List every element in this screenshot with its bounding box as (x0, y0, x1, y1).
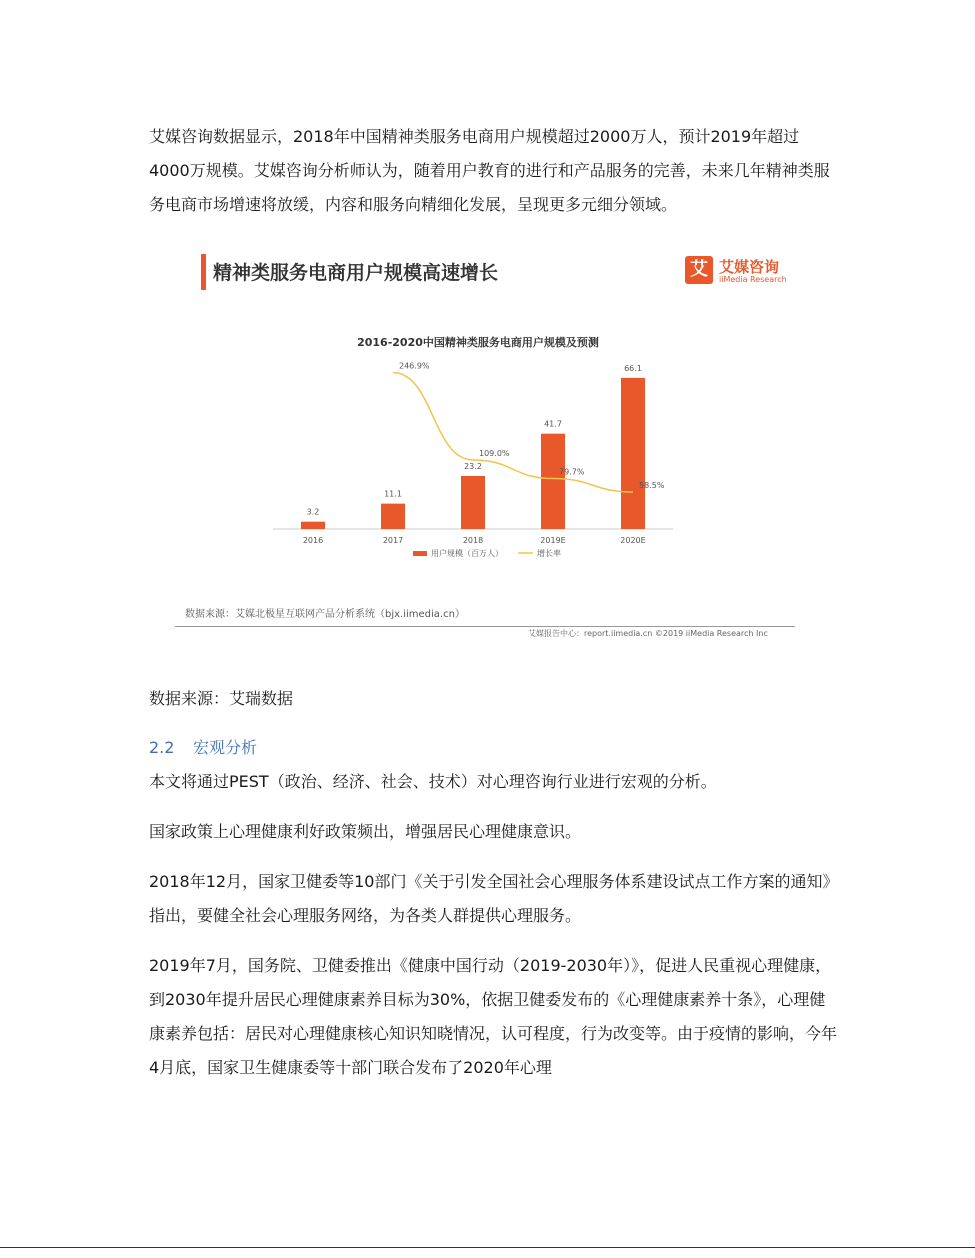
growth-rate-label: 109.0% (479, 448, 510, 458)
bar-value-label: 66.1 (624, 363, 642, 373)
policy-paragraph: 国家政策上心理健康利好政策频出，增强居民心理健康意识。 (149, 822, 582, 841)
bar-value-label: 41.7 (544, 419, 562, 429)
growth-rate-line (393, 373, 633, 492)
section-number: 2.2 (149, 738, 175, 757)
iimedia-logo (685, 256, 805, 288)
growth-rate-label: 79.7% (559, 467, 585, 477)
section-heading (149, 734, 257, 762)
growth-rate-label: 246.9% (399, 361, 430, 371)
page-footer-rule (0, 1247, 975, 1248)
chart-title: 2016-2020中国精神类服务电商用户规模及预测 (357, 336, 599, 349)
bar-value-label: 11.1 (384, 489, 402, 499)
legend-bar-swatch (413, 551, 427, 556)
bar-value-label: 23.2 (464, 461, 482, 471)
notice-2018-paragraph: 2018年12月，国家卫健委等10部门《关于引发全国社会心理服务体系建设试点工作方案的通知》指出，要健全社会心理服务网络，为各类人群提供心理服务。 (149, 872, 839, 925)
figure-source-note: 数据来源：艾媒北极星互联网产品分析系统（bjx.iimedia.cn） (185, 609, 465, 620)
bar (541, 434, 565, 529)
x-tick-label: 2018 (462, 536, 484, 545)
figure-title-accent (201, 254, 206, 290)
x-tick-label: 2019E (540, 536, 566, 545)
x-tick-label: 2017 (382, 536, 404, 545)
figure-divider (175, 626, 795, 627)
x-tick-label: 2020E (620, 536, 646, 545)
legend-bar-label: 用户规模（百万人） (431, 549, 503, 558)
x-tick-label: 2016 (302, 536, 324, 545)
section-title: 宏观分析 (193, 738, 258, 757)
figure-header-title: 精神类服务电商用户规模高速增长 (213, 262, 499, 284)
bar (621, 378, 645, 529)
bar (461, 476, 485, 529)
bar-value-label: 3.2 (306, 507, 320, 517)
figure-copyright: 艾媒报告中心：report.iimedia.cn ©2019 iiMedia Research Inc (528, 629, 768, 638)
intro-paragraph: 艾媒咨询数据显示，2018年中国精神类服务电商用户规模超过2000万人，预计2019年超过4000万规模。艾媒咨询分析师认为，随着用户教育的进行和产品服务的完善，未来几年精神类服务电商市场增速将放缓，内容和服务向精细化发展，呈现更多元细分领域。 (149, 127, 830, 214)
logo-mark: 艾 (685, 256, 713, 284)
growth-rate-label: 58.5% (639, 480, 665, 490)
logo-en-text: iiMedia Research (719, 275, 787, 284)
legend-line-label: 增长率 (537, 549, 561, 558)
pest-paragraph: 本文将通过PEST（政治、经济、社会、技术）对心理咨询行业进行宏观的分析。 (149, 772, 717, 791)
bar-line-chart (173, 324, 800, 594)
bar (381, 504, 405, 529)
figure-caption: 数据来源：艾瑞数据 (149, 689, 294, 708)
bar (301, 522, 325, 529)
healthy-china-paragraph: 2019年7月，国务院、卫健委推出《健康中国行动（2019-2030年）》，促进人民重视心理健康，到2030年提升居民心理健康素养目标为30%，依据卫健委发布的《心理健康素养十条》，心理健康素养包括：居民对心理健康核心知识知晓情况，认可程度，行为改变等。由于疫情的影响，今年4月底，国家卫生健康委等十部门联合发布了2020年心理 (149, 956, 838, 1077)
logo-cn-text: 艾媒咨询 (719, 258, 780, 276)
chart-figure (173, 244, 800, 644)
